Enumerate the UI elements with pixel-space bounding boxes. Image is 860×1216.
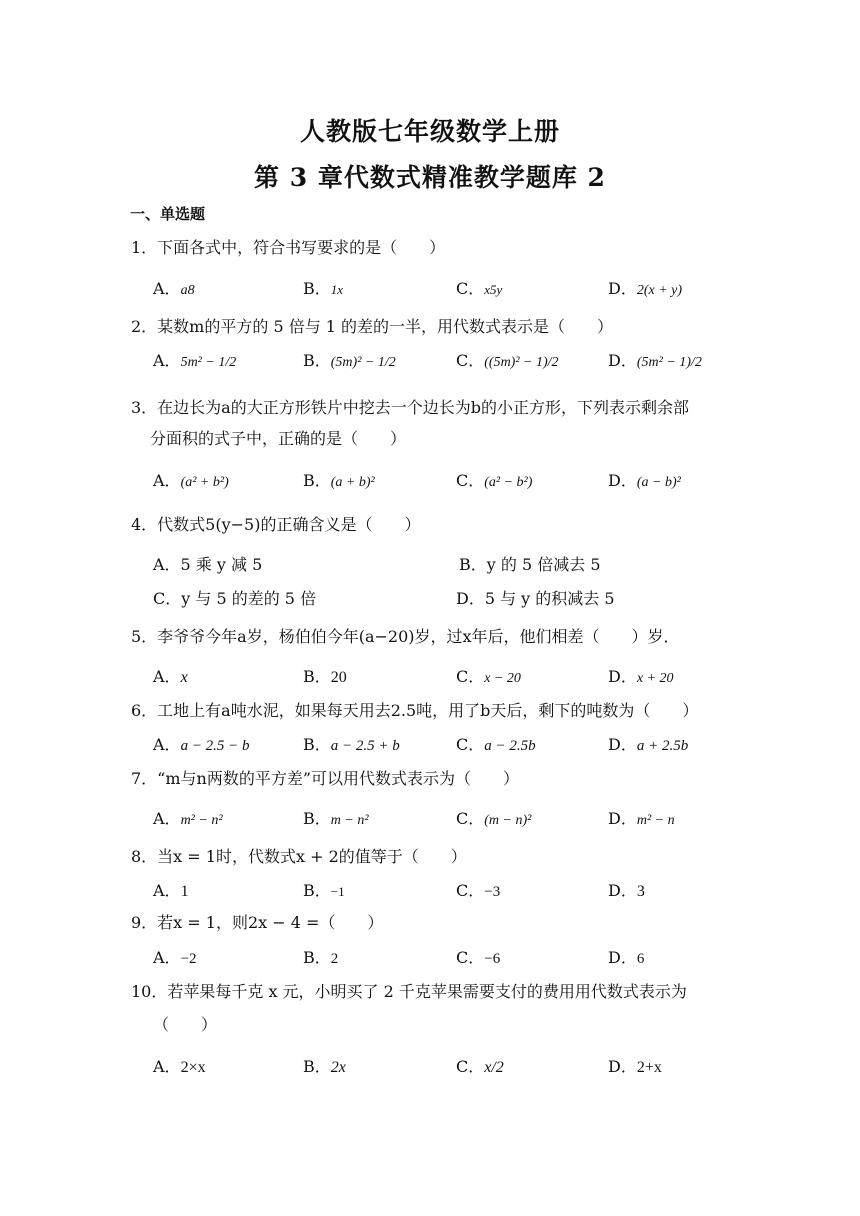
question-9-stem: 9．若x = 1，则2x − 4 =（ ） — [131, 913, 384, 932]
q2-option-b-label: B． — [303, 351, 331, 370]
q3-option-c[interactable] — [456, 468, 532, 491]
q6-option-a-expr: a − 2.5 − b — [180, 738, 250, 754]
q7-option-a-expr: m² − n² — [180, 813, 223, 828]
doc-title-line1: 人教版七年级数学上册 — [299, 117, 560, 146]
q10-option-c-label: C． — [456, 1057, 485, 1076]
q3-option-d-expr: (a − b)² — [636, 475, 681, 490]
q2-option-d-label: D． — [608, 351, 637, 370]
q7-option-c[interactable] — [456, 806, 531, 829]
q2-option-a-expr: 5m² − 1/2 — [180, 355, 237, 370]
q7-option-b-label: B． — [303, 809, 331, 828]
q5-option-a-expr: x — [180, 669, 188, 686]
q2-option-c[interactable] — [456, 348, 559, 371]
q7-option-d-expr: m² − n — [636, 813, 675, 828]
q2-option-a-label: A． — [153, 351, 181, 370]
question-6-stem: 6．工地上有a吨水泥，如果每天用去2.5吨，用了b天后，剩下的吨数为（ ） — [131, 701, 699, 720]
q2-option-c-label: C． — [456, 351, 485, 370]
q1-option-d[interactable] — [608, 276, 682, 299]
q1-option-a[interactable] — [153, 276, 195, 299]
q5-option-c[interactable] — [456, 664, 521, 687]
q3-option-c-expr: (a² − b²) — [484, 475, 533, 490]
q7-option-c-expr: (m − n)² — [484, 813, 532, 828]
q9-option-d-label: D． — [608, 948, 637, 967]
q6-option-c-expr: a − 2.5b — [484, 738, 536, 754]
question-3-stem-line2: 分面积的式子中，正确的是（ ） — [150, 429, 407, 448]
q3-option-a[interactable] — [153, 468, 229, 491]
q4-option-d[interactable]: D．5 与 y 的积减去 5 — [456, 589, 615, 608]
q8-option-d-expr: 3 — [636, 883, 645, 900]
q10-option-d-label: D． — [608, 1057, 637, 1076]
q10-option-c-expr: x/2 — [484, 1059, 504, 1076]
q1-option-c-label: C． — [456, 279, 485, 298]
q1-option-a-expr: a8 — [180, 283, 195, 298]
q10-option-a-label: A． — [153, 1057, 181, 1076]
q7-option-d[interactable] — [608, 806, 675, 829]
section-heading: 一、单选题 — [130, 205, 206, 223]
q3-option-c-label: C． — [456, 471, 485, 490]
q10-option-d-expr: 2+x — [636, 1059, 662, 1076]
q1-option-b-expr: 1x — [330, 282, 344, 297]
q9-option-c[interactable] — [456, 945, 500, 968]
q9-option-a-label: A． — [153, 948, 181, 967]
q5-option-d-expr: x + 20 — [636, 671, 674, 686]
q7-option-a[interactable] — [153, 806, 223, 829]
q7-option-b-expr: m − n² — [330, 813, 369, 828]
q2-option-d-expr: (5m² − 1)/2 — [636, 355, 702, 370]
q1-option-d-expr: 2(x + y) — [636, 283, 683, 298]
q10-option-b-label: B． — [303, 1057, 331, 1076]
q8-option-a[interactable] — [153, 878, 189, 901]
q7-option-b[interactable] — [303, 806, 369, 829]
q1-option-b[interactable] — [303, 276, 343, 299]
q10-option-a-expr: 2×x — [180, 1059, 206, 1076]
q1-option-b-label: B． — [303, 279, 331, 298]
q5-option-c-label: C． — [456, 667, 485, 686]
q9-option-b-label: B． — [303, 948, 331, 967]
q3-option-b-expr: (a + b)² — [330, 475, 375, 490]
q9-option-d[interactable] — [608, 945, 644, 968]
q1-option-c[interactable] — [456, 276, 502, 299]
q3-option-d-label: D． — [608, 471, 637, 490]
q6-option-b-expr: a − 2.5 + b — [330, 738, 400, 754]
q6-option-d[interactable] — [608, 732, 688, 755]
q3-option-b-label: B． — [303, 471, 331, 490]
q9-option-b-expr: 2 — [330, 951, 339, 967]
q2-option-b-expr: (5m)² − 1/2 — [330, 355, 396, 370]
q5-option-b[interactable] — [303, 664, 347, 687]
q10-option-c[interactable] — [456, 1054, 504, 1077]
q5-option-a-label: A． — [153, 667, 181, 686]
q3-option-d[interactable] — [608, 468, 681, 491]
question-10-stem-line2: （ ） — [153, 1015, 218, 1034]
question-3-stem-line1: 3．在边长为a的大正方形铁片中挖去一个边长为b的小正方形，下列表示剩余部 — [131, 398, 689, 417]
question-5-stem: 5．李爷爷今年a岁，杨伯伯今年(a−20)岁，过x年后，他们相差（ ）岁． — [131, 627, 680, 646]
q6-option-d-label: D． — [608, 735, 637, 754]
doc-title-line2: 第 3 章代数式精准教学题库 2 — [254, 163, 606, 192]
q8-option-a-expr: 1 — [180, 883, 189, 900]
q9-option-c-label: C． — [456, 948, 485, 967]
q9-option-c-expr: −6 — [484, 951, 501, 967]
q8-option-c[interactable] — [456, 878, 500, 901]
q1-option-a-label: A． — [153, 279, 181, 298]
q1-option-c-expr: x5y — [484, 282, 503, 297]
q5-option-d[interactable] — [608, 664, 674, 687]
q9-option-a[interactable] — [153, 945, 197, 968]
q10-option-b[interactable] — [303, 1054, 346, 1077]
q7-option-d-label: D． — [608, 809, 637, 828]
q2-option-c-expr: ((5m)² − 1)/2 — [484, 355, 559, 370]
q5-option-c-expr: x − 20 — [484, 671, 521, 686]
question-7-stem: 7．“m与n两数的平方差”可以用代数式表示为（ ） — [131, 769, 520, 788]
q8-option-c-label: C． — [456, 881, 485, 900]
q8-option-c-expr: −3 — [484, 884, 501, 900]
q8-option-b-label: B． — [303, 881, 331, 900]
q9-option-b[interactable] — [303, 945, 338, 968]
q10-option-a[interactable] — [153, 1054, 206, 1077]
q8-option-b-expr: −1 — [330, 884, 345, 899]
q4-option-b[interactable]: B．y 的 5 倍减去 5 — [459, 555, 601, 574]
q8-option-d-label: D． — [608, 881, 637, 900]
q5-option-d-label: D． — [608, 667, 637, 686]
q2-option-d[interactable] — [608, 348, 702, 371]
q8-option-b[interactable] — [303, 878, 345, 901]
q6-option-d-expr: a + 2.5b — [636, 738, 689, 754]
q1-option-d-label: D． — [608, 279, 637, 298]
q2-option-a[interactable] — [153, 348, 236, 371]
q3-option-a-expr: (a² + b²) — [180, 475, 229, 490]
question-4-stem: 4．代数式5(y−5)的正确含义是（ ） — [131, 515, 421, 534]
q7-option-a-label: A． — [153, 809, 181, 828]
q9-option-a-expr: −2 — [180, 951, 197, 967]
q2-option-b[interactable] — [303, 348, 396, 371]
question-10-stem-line1: 10．若苹果每千克 x 元，小明买了 2 千克苹果需要支付的费用用代数式表示为 — [131, 982, 687, 1001]
q4-option-a[interactable]: A．5 乘 y 减 5 — [153, 555, 263, 574]
q8-option-d[interactable] — [608, 878, 645, 901]
q6-option-b-label: B． — [303, 735, 331, 754]
q6-option-b[interactable] — [303, 732, 400, 755]
q9-option-d-expr: 6 — [636, 951, 645, 967]
q5-option-b-label: B． — [303, 667, 331, 686]
question-1-stem: 1．下面各式中，符合书写要求的是（ ） — [131, 238, 446, 257]
q10-option-b-expr: 2x — [330, 1059, 346, 1076]
question-8-stem: 8．当x = 1时，代数式x + 2的值等于（ ） — [131, 847, 467, 866]
q3-option-a-label: A． — [153, 471, 181, 490]
q6-option-c-label: C． — [456, 735, 485, 754]
q5-option-b-expr: 20 — [330, 669, 347, 686]
q10-option-d[interactable] — [608, 1054, 662, 1077]
q7-option-c-label: C． — [456, 809, 485, 828]
q5-option-a[interactable] — [153, 664, 188, 687]
q6-option-a[interactable] — [153, 732, 250, 755]
question-2-stem: 2．某数m的平方的 5 倍与 1 的差的一半，用代数式表示是（ ） — [131, 317, 614, 336]
q6-option-a-label: A． — [153, 735, 181, 754]
q6-option-c[interactable] — [456, 732, 536, 755]
q3-option-b[interactable] — [303, 468, 375, 491]
q8-option-a-label: A． — [153, 881, 181, 900]
q4-option-c[interactable]: C．y 与 5 的差的 5 倍 — [153, 589, 317, 608]
